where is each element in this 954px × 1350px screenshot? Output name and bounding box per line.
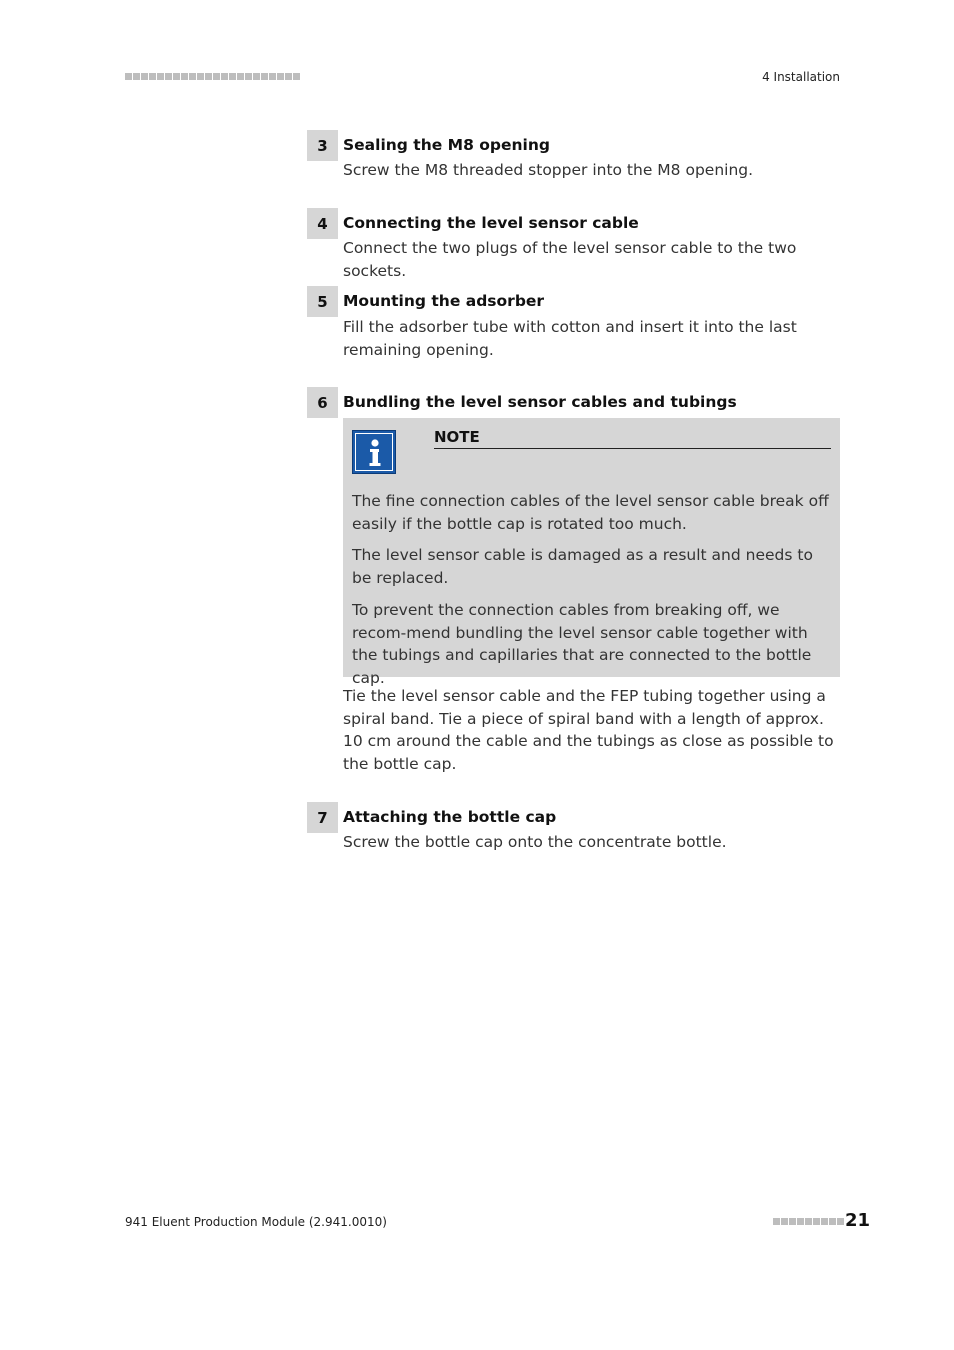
step-3 — [307, 130, 840, 185]
step-title: Bundling the level sensor cables and tubings — [343, 393, 737, 411]
step-title: Mounting the adsorber — [343, 292, 545, 310]
step-number: 7 — [307, 802, 338, 833]
footer-dots — [773, 1218, 844, 1225]
step-number: 3 — [307, 130, 338, 161]
page-number: 21 — [845, 1210, 871, 1231]
step-text: Screw the bottle cap onto the concentrate bottle. — [343, 833, 727, 851]
note-paragraph: The fine connection cables of the level sensor cable break off easily if the bottle cap is rotated too much. — [352, 492, 829, 533]
step-text: Connect the two plugs of the level sensor cable to the two sockets. — [343, 239, 797, 280]
note-box — [343, 418, 840, 687]
step-number: 5 — [307, 286, 338, 317]
note-heading: NOTE — [434, 428, 831, 449]
note-paragraph: To prevent the connection cables from breaking off, we recom-mend bundling the level sensor cable together with the tubings and capillaries that are connected to the bottle cap. — [352, 601, 812, 687]
footer-document: 941 Eluent Production Module (2.941.0010) — [125, 1215, 387, 1229]
step-number: 4 — [307, 208, 338, 239]
step-text: Fill the adsorber tube with cotton and insert it into the last remaining opening. — [343, 318, 797, 359]
header-dots — [125, 73, 300, 80]
step-title: Attaching the bottle cap — [343, 808, 557, 826]
step-title: Connecting the level sensor cable — [343, 214, 639, 232]
step-text: Screw the M8 threaded stopper into the M8 opening. — [343, 161, 754, 179]
step-7 — [307, 802, 840, 857]
info-icon — [352, 430, 396, 474]
step-number: 6 — [307, 387, 338, 418]
header-section: 4 Installation — [762, 70, 840, 84]
step-text: Tie the level sensor cable and the FEP tubing together using a spiral band. Tie a piece of spiral band with a length of approx. 10 cm around the cable and the tubings as close as possible to the bottle cap. — [343, 687, 834, 773]
step-5 — [307, 286, 840, 364]
note-paragraph: The level sensor cable is damaged as a result and needs to be replaced. — [352, 546, 813, 587]
step-4 — [307, 208, 840, 280]
step-6 — [307, 387, 840, 418]
step-title: Sealing the M8 opening — [343, 136, 550, 154]
